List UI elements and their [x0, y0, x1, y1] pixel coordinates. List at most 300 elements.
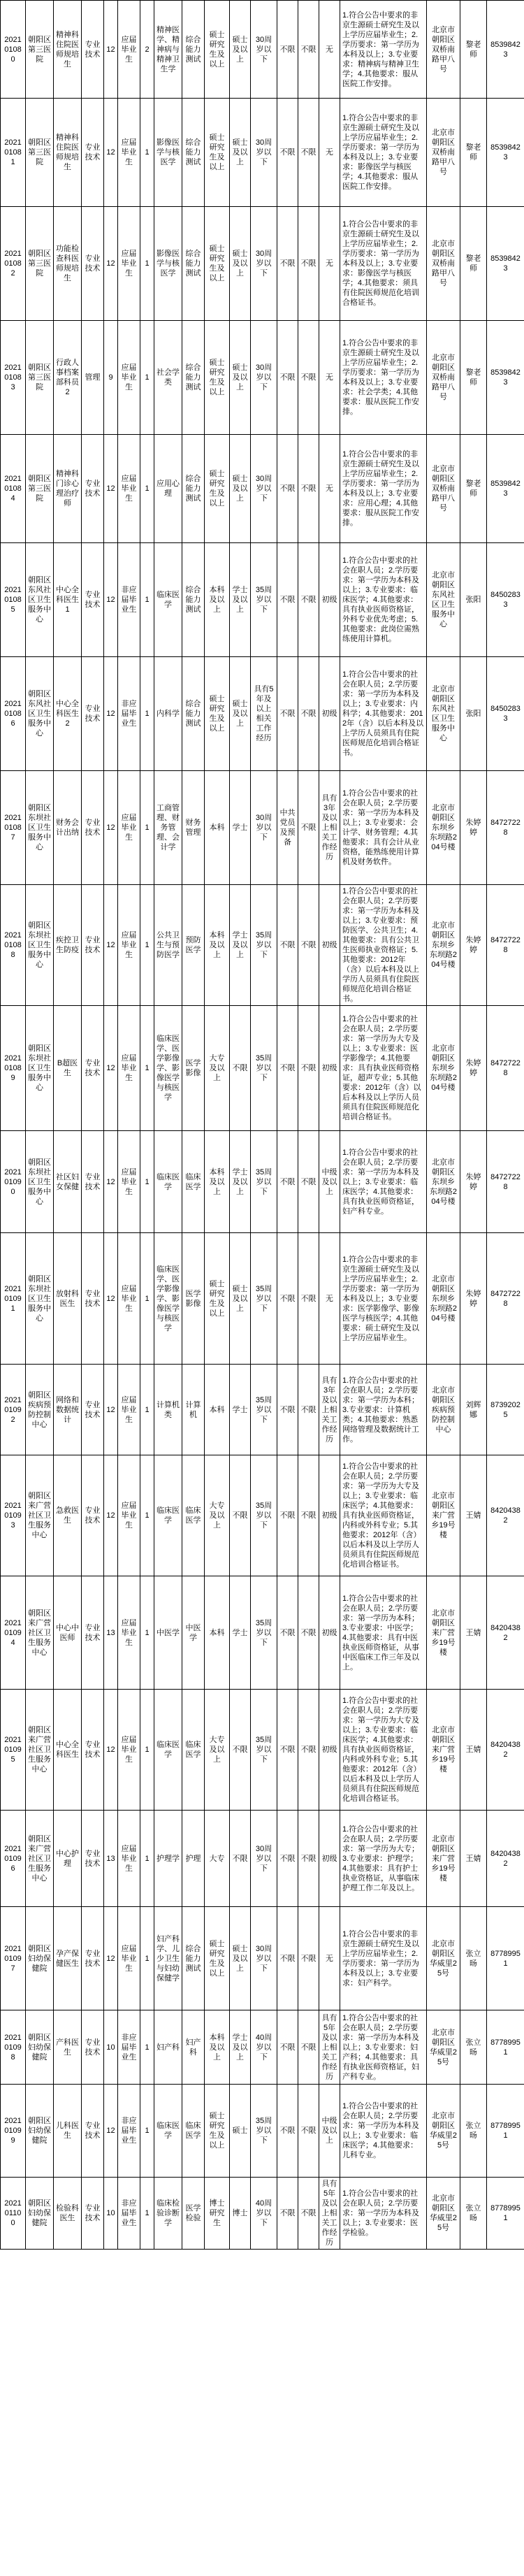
contact-phone-cell: 84727228	[487, 885, 524, 1006]
employer-unit-cell: 朝阳区东坝社区卫生服务中心	[26, 1131, 54, 1233]
contact-phone-cell: 84727228	[487, 771, 524, 885]
contact-phone-cell: 84727228	[487, 1233, 524, 1365]
exam-subject-cell: 临床医学	[182, 1690, 205, 1811]
candidate-source-cell: 非应届毕业生	[118, 657, 140, 771]
candidate-source-cell: 应届毕业生	[118, 1576, 140, 1690]
age-requirement-cell: 40周岁以下	[251, 2010, 277, 2085]
education-requirement-cell: 硕士研究生及以上	[205, 99, 230, 207]
age-requirement-cell: 35周岁以下	[251, 1131, 277, 1233]
age-requirement-cell: 35周岁以下	[251, 885, 277, 1006]
contact-phone-cell: 87392025	[487, 1365, 524, 1455]
exam-subject-cell: 临床医学	[182, 1131, 205, 1233]
position-code-cell: 202101093	[1, 1455, 26, 1576]
contact-person-cell: 王婧	[460, 1576, 487, 1690]
degree-requirement-cell: 硕士及以上	[230, 1907, 251, 2010]
work-address-cell: 北京市朝阳区来广营乡19号楼	[427, 1576, 460, 1690]
age-requirement-cell: 35周岁以下	[251, 543, 277, 657]
political-status-cell: 不限	[277, 1006, 298, 1131]
candidate-source-cell: 应届毕业生	[118, 321, 140, 435]
contact-person-cell: 刘辉娜	[460, 1365, 487, 1455]
exam-subject-cell: 综合能力测试	[182, 321, 205, 435]
table-row	[1, 1576, 524, 1690]
candidate-source-cell: 非应届毕业生	[118, 2085, 140, 2178]
major-requirement-cell: 临床医学	[154, 2085, 182, 2178]
other-requirements-cell: 1.符合公告中要求的社会在职人员；2.学历要求：第一学历为本科及以上；3.专业要求：内科学；4.其他要求：2012年（含）以后本科及以上学历人员须具有住院医师规范化培训合格证书。	[340, 657, 427, 771]
contact-phone-cell: 84727228	[487, 1006, 524, 1131]
age-requirement-cell: 35周岁以下	[251, 1006, 277, 1131]
education-requirement-cell: 硕士研究生及以上	[205, 1, 230, 99]
position-code-cell: 202101096	[1, 1811, 26, 1907]
table-row	[1, 1, 524, 99]
contact-person-cell: 黎老师	[460, 99, 487, 207]
work-address-cell: 北京市朝阳区华威里25号	[427, 2178, 460, 2250]
other-requirements-cell: 1.符合公告中要求的社会在职人员；2.学历要求：第一学历为大专；3.专业要求：护理学；4.其他要求：具有护士执业资格证，从事临床护理工作二年及以上。	[340, 1811, 427, 1907]
table-row	[1, 2085, 524, 2178]
post-category-cell: 专业技术	[82, 435, 104, 543]
employer-unit-cell: 朝阳区来广营社区卫生服务中心	[26, 1455, 54, 1576]
political-status-cell: 不限	[277, 321, 298, 435]
post-category-cell: 专业技术	[82, 1006, 104, 1131]
post-category-cell: 专业技术	[82, 1690, 104, 1811]
post-level-cell: 12	[104, 1907, 118, 2010]
position-code-cell: 202101083	[1, 321, 26, 435]
experience-title-cell: 初级	[319, 543, 340, 657]
age-requirement-cell: 35周岁以下	[251, 1455, 277, 1576]
contact-phone-cell: 84204382	[487, 1455, 524, 1576]
experience-title-cell: 中级及以上	[319, 2085, 340, 2178]
other-requirements-cell: 1.符合公告中要求的社会在职人员；2.学历要求：第一学历为本科及以上；3.专业要求：临床医学；4.其他要求：具有执业医师资格证，外科专业优先考虑；5.其他要求：此岗位需熟练使用计算机。	[340, 543, 427, 657]
candidate-source-cell: 应届毕业生	[118, 1811, 140, 1907]
age-requirement-cell: 30周岁以下	[251, 771, 277, 885]
education-requirement-cell: 本科	[205, 771, 230, 885]
candidate-source-cell: 应届毕业生	[118, 1006, 140, 1131]
table-row	[1, 1455, 524, 1576]
contact-phone-cell: 87789951	[487, 2085, 524, 2178]
experience-title-cell: 无	[319, 99, 340, 207]
education-requirement-cell: 硕士研究生及以上	[205, 2085, 230, 2178]
household-registration-cell: 不限	[298, 2010, 319, 2085]
degree-requirement-cell: 学士	[230, 771, 251, 885]
household-registration-cell: 不限	[298, 1, 319, 99]
education-requirement-cell: 硕士研究生及以上	[205, 657, 230, 771]
post-level-cell: 9	[104, 321, 118, 435]
post-level-cell: 12	[104, 1, 118, 99]
household-registration-cell: 不限	[298, 1131, 319, 1233]
political-status-cell: 不限	[277, 1233, 298, 1365]
exam-subject-cell: 临床医学	[182, 2085, 205, 2178]
education-requirement-cell: 博士研究生	[205, 2178, 230, 2250]
post-category-cell: 专业技术	[82, 2178, 104, 2250]
post-name-cell: 行政人事档案部科员2	[54, 321, 82, 435]
exam-subject-cell: 综合能力测试	[182, 435, 205, 543]
major-requirement-cell: 临床医学	[154, 543, 182, 657]
position-code-cell: 202101084	[1, 435, 26, 543]
post-name-cell: B超医生	[54, 1006, 82, 1131]
position-code-cell: 202101091	[1, 1233, 26, 1365]
age-requirement-cell: 30周岁以下	[251, 321, 277, 435]
exam-subject-cell: 综合能力测试	[182, 543, 205, 657]
employer-unit-cell: 朝阳区妇幼保健院	[26, 1907, 54, 2010]
employer-unit-cell: 朝阳区东坝社区卫生服务中心	[26, 1233, 54, 1365]
post-level-cell: 12	[104, 1006, 118, 1131]
exam-subject-cell: 计算机	[182, 1365, 205, 1455]
contact-phone-cell: 85398423	[487, 99, 524, 207]
other-requirements-cell: 1.符合公告中要求的社会在职人员；2.学历要求：第一学历为大专及以上；3.专业要求：临床医学；4.其他要求：具有执业医师资格证，内科或外科专业；5.其他要求：2012年（含）以后本科及以上学历人员须具有住院医师规范化培训合格证书。	[340, 1690, 427, 1811]
work-address-cell: 北京市朝阳区双桥南路甲八号	[427, 207, 460, 321]
political-status-cell: 不限	[277, 1907, 298, 2010]
table-row	[1, 543, 524, 657]
employer-unit-cell: 朝阳区妇幼保健院	[26, 2178, 54, 2250]
post-name-cell: 儿科医生	[54, 2085, 82, 2178]
post-category-cell: 专业技术	[82, 1131, 104, 1233]
table-row	[1, 321, 524, 435]
work-address-cell: 北京市朝阳区来广营乡19号楼	[427, 1811, 460, 1907]
hiring-count-cell: 1	[140, 2178, 154, 2250]
contact-person-cell: 朱婷婷	[460, 1131, 487, 1233]
major-requirement-cell: 应用心理	[154, 435, 182, 543]
household-registration-cell: 不限	[298, 1006, 319, 1131]
degree-requirement-cell: 硕士及以上	[230, 1, 251, 99]
post-name-cell: 检验科医生	[54, 2178, 82, 2250]
exam-subject-cell: 医学检验	[182, 2178, 205, 2250]
hiring-count-cell: 1	[140, 1131, 154, 1233]
exam-subject-cell: 临床医学	[182, 1455, 205, 1576]
political-status-cell: 不限	[277, 885, 298, 1006]
experience-title-cell: 初级	[319, 1576, 340, 1690]
post-level-cell: 12	[104, 1455, 118, 1576]
contact-phone-cell: 84204382	[487, 1690, 524, 1811]
post-name-cell: 孕产保健医生	[54, 1907, 82, 2010]
other-requirements-cell: 1.符合公告中要求的社会在职人员；2.学历要求：第一学历为本科及以上；3.专业要求：临床医学；4.其他要求：具有执业医师资格证，妇产科专业。	[340, 1131, 427, 1233]
table-row	[1, 1907, 524, 2010]
post-level-cell: 12	[104, 885, 118, 1006]
post-name-cell: 精神科住院医师规培生	[54, 1, 82, 99]
household-registration-cell: 不限	[298, 1455, 319, 1576]
post-category-cell: 专业技术	[82, 207, 104, 321]
post-category-cell: 专业技术	[82, 771, 104, 885]
education-requirement-cell: 本科及以上	[205, 885, 230, 1006]
employer-unit-cell: 朝阳区东坝社区卫生服务中心	[26, 885, 54, 1006]
hiring-count-cell: 1	[140, 435, 154, 543]
household-registration-cell: 不限	[298, 657, 319, 771]
other-requirements-cell: 1.符合公告中要求的非京生源硕士研究生及以上学历应届毕业生；2.学历要求：第一学历为本科及以上；3.专业要求：应用心理；4.其他要求：服从医院工作安排。	[340, 435, 427, 543]
post-name-cell: 中心全科医生	[54, 1690, 82, 1811]
hiring-count-cell: 1	[140, 543, 154, 657]
contact-person-cell: 黎老师	[460, 321, 487, 435]
household-registration-cell: 不限	[298, 99, 319, 207]
contact-person-cell: 朱婷婷	[460, 771, 487, 885]
candidate-source-cell: 应届毕业生	[118, 1365, 140, 1455]
employer-unit-cell: 朝阳区东风社区卫生服务中心	[26, 543, 54, 657]
hiring-count-cell: 1	[140, 1907, 154, 2010]
employer-unit-cell: 朝阳区妇幼保健院	[26, 2010, 54, 2085]
position-code-cell: 202101092	[1, 1365, 26, 1455]
work-address-cell: 北京市朝阳区疾病预防控制中心	[427, 1365, 460, 1455]
other-requirements-cell: 1.符合公告中要求的非京生源硕士研究生及以上学历应届毕业生；2.学历要求：第一学历为本科及以上；3.专业要求：社会学类；4.其他要求：服从医院工作安排。	[340, 321, 427, 435]
household-registration-cell: 不限	[298, 543, 319, 657]
position-code-cell: 202101099	[1, 2085, 26, 2178]
contact-phone-cell: 87789951	[487, 2178, 524, 2250]
post-category-cell: 专业技术	[82, 1, 104, 99]
post-level-cell: 10	[104, 2010, 118, 2085]
major-requirement-cell: 社会学类	[154, 321, 182, 435]
contact-person-cell: 王婧	[460, 1455, 487, 1576]
employer-unit-cell: 朝阳区第三医院	[26, 321, 54, 435]
table-row	[1, 657, 524, 771]
education-requirement-cell: 大专	[205, 1811, 230, 1907]
experience-title-cell: 初级	[319, 657, 340, 771]
contact-phone-cell: 84502833	[487, 657, 524, 771]
major-requirement-cell: 精神医学、精神病与精神卫生学	[154, 1, 182, 99]
post-name-cell: 财务会计出纳	[54, 771, 82, 885]
exam-subject-cell: 综合能力测试	[182, 1, 205, 99]
employer-unit-cell: 朝阳区第三医院	[26, 207, 54, 321]
education-requirement-cell: 本科	[205, 1365, 230, 1455]
other-requirements-cell: 1.符合公告中要求的社会在职人员；2.学历要求：第一学历为大专及以上；3.专业要求：临床医学；4.其他要求：具有执业医师资格证，内科或外科专业；5.其他要求：2012年（含）以后本科及以上学历人员须具有住院医师规范化培训合格证书。	[340, 1455, 427, 1576]
education-requirement-cell: 硕士研究生及以上	[205, 435, 230, 543]
major-requirement-cell: 临床医学	[154, 1690, 182, 1811]
post-category-cell: 专业技术	[82, 657, 104, 771]
position-code-cell: 202101090	[1, 1131, 26, 1233]
major-requirement-cell: 临床医学、医学影像学、影像医学与核医学	[154, 1006, 182, 1131]
work-address-cell: 北京市朝阳区华威里25号	[427, 2010, 460, 2085]
household-registration-cell: 不限	[298, 1365, 319, 1455]
post-category-cell: 专业技术	[82, 1907, 104, 2010]
table-row	[1, 1006, 524, 1131]
contact-phone-cell: 84204382	[487, 1576, 524, 1690]
other-requirements-cell: 1.符合公告中要求的社会在职人员；2.学历要求：第一学历为本科及以上；3.专业要求：预防医学、公共卫生；4.其他要求：具有公共卫生医师执业资格证；5.其他要求：2012年（含）以后本科及以上学历人员须具有住院医师规范化培训合格证书。	[340, 885, 427, 1006]
contact-phone-cell: 85398423	[487, 321, 524, 435]
education-requirement-cell: 本科及以上	[205, 2010, 230, 2085]
household-registration-cell: 不限	[298, 435, 319, 543]
degree-requirement-cell: 学士及以上	[230, 2010, 251, 2085]
degree-requirement-cell: 硕士及以上	[230, 99, 251, 207]
employer-unit-cell: 朝阳区第三医院	[26, 435, 54, 543]
post-name-cell: 功能检查科医师规培生	[54, 207, 82, 321]
work-address-cell: 北京市朝阳区双桥南路甲八号	[427, 1, 460, 99]
degree-requirement-cell: 学士及以上	[230, 885, 251, 1006]
major-requirement-cell: 护理学	[154, 1811, 182, 1907]
table-row	[1, 207, 524, 321]
contact-phone-cell: 84502833	[487, 543, 524, 657]
post-level-cell: 12	[104, 1365, 118, 1455]
political-status-cell: 不限	[277, 657, 298, 771]
education-requirement-cell: 本科及以上	[205, 1131, 230, 1233]
political-status-cell: 不限	[277, 207, 298, 321]
other-requirements-cell: 1.符合公告中要求的社会在职人员；2.学历要求：第一学历为本科；3.专业要求：计算机类；4.其他要求：熟悉网络管理及数据统计工作。	[340, 1365, 427, 1455]
exam-subject-cell: 妇产科	[182, 2010, 205, 2085]
post-category-cell: 专业技术	[82, 99, 104, 207]
work-address-cell: 北京市朝阳区来广营乡19号楼	[427, 1455, 460, 1576]
other-requirements-cell: 1.符合公告中要求的社会在职人员；2.学历要求：第一学历为本科及以上；3.专业要求：医学检验。	[340, 2178, 427, 2250]
education-requirement-cell: 大专及以上	[205, 1690, 230, 1811]
post-name-cell: 网络和数据统计	[54, 1365, 82, 1455]
employer-unit-cell: 朝阳区来广营社区卫生服务中心	[26, 1576, 54, 1690]
table-row	[1, 1365, 524, 1455]
political-status-cell: 不限	[277, 1811, 298, 1907]
employer-unit-cell: 朝阳区妇幼保健院	[26, 2085, 54, 2178]
candidate-source-cell: 应届毕业生	[118, 885, 140, 1006]
hiring-count-cell: 1	[140, 657, 154, 771]
post-level-cell: 13	[104, 1811, 118, 1907]
hiring-count-cell: 1	[140, 1233, 154, 1365]
exam-subject-cell: 综合能力测试	[182, 1907, 205, 2010]
table-row	[1, 1811, 524, 1907]
other-requirements-cell: 1.符合公告中要求的社会在职人员；2.学历要求：第一学历为本科及以上；3.专业要求：会计学、财务管理；4.其他要求：具有会计从业资格，能熟练使用计算机及财务软件。	[340, 771, 427, 885]
other-requirements-cell: 1.符合公告中要求的非京生源硕士研究生及以上学历应届毕业生；2.学历要求：第一学历为本科及以上；3.专业要求：精神病与精神卫生学；4.其他要求：服从医院工作安排。	[340, 1, 427, 99]
hiring-count-cell: 1	[140, 2085, 154, 2178]
post-category-cell: 专业技术	[82, 1455, 104, 1576]
position-code-cell: 202101098	[1, 2010, 26, 2085]
employer-unit-cell: 朝阳区第三医院	[26, 99, 54, 207]
contact-phone-cell: 85398423	[487, 1, 524, 99]
post-level-cell: 12	[104, 1233, 118, 1365]
position-code-cell: 202101087	[1, 771, 26, 885]
position-code-cell: 202101088	[1, 885, 26, 1006]
position-code-cell: 202101089	[1, 1006, 26, 1131]
experience-title-cell: 无	[319, 1, 340, 99]
post-level-cell: 12	[104, 2085, 118, 2178]
contact-person-cell: 王婧	[460, 1811, 487, 1907]
hiring-count-cell: 1	[140, 99, 154, 207]
post-name-cell: 社区妇女保健	[54, 1131, 82, 1233]
work-address-cell: 北京市朝阳区华威里25号	[427, 1907, 460, 2010]
table-row	[1, 885, 524, 1006]
major-requirement-cell: 妇产科学、儿少卫生与妇幼保健学	[154, 1907, 182, 2010]
degree-requirement-cell: 不限	[230, 1455, 251, 1576]
exam-subject-cell: 医学影像	[182, 1233, 205, 1365]
political-status-cell: 不限	[277, 1576, 298, 1690]
age-requirement-cell: 35周岁以下	[251, 1576, 277, 1690]
candidate-source-cell: 应届毕业生	[118, 1455, 140, 1576]
experience-title-cell: 初级	[319, 885, 340, 1006]
political-status-cell: 不限	[277, 2010, 298, 2085]
work-address-cell: 北京市朝阳区东坝乡东坝路204号楼	[427, 1233, 460, 1365]
hiring-count-cell: 1	[140, 207, 154, 321]
experience-title-cell: 初级	[319, 1811, 340, 1907]
post-level-cell: 12	[104, 543, 118, 657]
contact-phone-cell: 85398423	[487, 435, 524, 543]
post-level-cell: 12	[104, 435, 118, 543]
employer-unit-cell: 朝阳区第三医院	[26, 1, 54, 99]
age-requirement-cell: 30周岁以下	[251, 99, 277, 207]
post-name-cell: 中心护理	[54, 1811, 82, 1907]
major-requirement-cell: 妇产科	[154, 2010, 182, 2085]
post-name-cell: 精神科住院医师规培生	[54, 99, 82, 207]
exam-subject-cell: 护理	[182, 1811, 205, 1907]
political-status-cell: 不限	[277, 1, 298, 99]
major-requirement-cell: 临床医学	[154, 1455, 182, 1576]
household-registration-cell: 不限	[298, 885, 319, 1006]
table-row	[1, 1131, 524, 1233]
post-name-cell: 中心全科医生1	[54, 543, 82, 657]
other-requirements-cell: 1.符合公告中要求的社会在职人员；2.学历要求：第一学历为本科及以上；3.专业要求：临床医学；4.其他要求：儿科专业。	[340, 2085, 427, 2178]
candidate-source-cell: 非应届毕业生	[118, 543, 140, 657]
contact-person-cell: 黎老师	[460, 207, 487, 321]
other-requirements-cell: 1.符合公告中要求的社会在职人员；2.学历要求：第一学历为本科及以上；3.专业要求：妇产科；4.其他要求：具有执业医师资格证，妇产科专业。	[340, 2010, 427, 2085]
major-requirement-cell: 影像医学与核医学	[154, 207, 182, 321]
degree-requirement-cell: 硕士及以上	[230, 435, 251, 543]
position-code-cell: 202101100	[1, 2178, 26, 2250]
contact-person-cell: 朱婷婷	[460, 885, 487, 1006]
education-requirement-cell: 硕士研究生及以上	[205, 1907, 230, 2010]
household-registration-cell: 不限	[298, 1576, 319, 1690]
other-requirements-cell: 1.符合公告中要求的非京生源硕士研究生及以上学历应届毕业生；2.学历要求：第一学历为本科及以上；3.专业要求：影像医学与核医学；4.其他要求：须具有住院医师规范化培训合格证书。	[340, 207, 427, 321]
candidate-source-cell: 应届毕业生	[118, 1907, 140, 2010]
exam-subject-cell: 综合能力测试	[182, 99, 205, 207]
age-requirement-cell: 30周岁以下	[251, 1811, 277, 1907]
post-category-cell: 专业技术	[82, 885, 104, 1006]
candidate-source-cell: 应届毕业生	[118, 771, 140, 885]
exam-subject-cell: 中医学	[182, 1576, 205, 1690]
contact-phone-cell: 85398423	[487, 207, 524, 321]
work-address-cell: 北京市朝阳区东风社区卫生服务中心	[427, 657, 460, 771]
major-requirement-cell: 临床医学	[154, 1131, 182, 1233]
table-row	[1, 771, 524, 885]
contact-person-cell: 张立旸	[460, 1907, 487, 2010]
post-level-cell: 12	[104, 99, 118, 207]
household-registration-cell: 不限	[298, 1233, 319, 1365]
experience-title-cell: 初级	[319, 1455, 340, 1576]
post-category-cell: 专业技术	[82, 1365, 104, 1455]
position-code-cell: 202101080	[1, 1, 26, 99]
work-address-cell: 北京市朝阳区东坝乡东坝路204号楼	[427, 1131, 460, 1233]
contact-person-cell: 朱婷婷	[460, 1006, 487, 1131]
degree-requirement-cell: 博士	[230, 2178, 251, 2250]
degree-requirement-cell: 硕士及以上	[230, 657, 251, 771]
post-level-cell: 12	[104, 657, 118, 771]
major-requirement-cell: 临床检验诊断学	[154, 2178, 182, 2250]
age-requirement-cell: 35周岁以下	[251, 1690, 277, 1811]
table-row	[1, 1233, 524, 1365]
hiring-count-cell: 1	[140, 1455, 154, 1576]
post-level-cell: 12	[104, 1131, 118, 1233]
position-code-cell: 202101085	[1, 543, 26, 657]
experience-title-cell: 中级及以上	[319, 1131, 340, 1233]
experience-title-cell: 无	[319, 1907, 340, 2010]
post-name-cell: 中心全科医生2	[54, 657, 82, 771]
work-address-cell: 北京市朝阳区双桥南路甲八号	[427, 435, 460, 543]
contact-person-cell: 朱婷婷	[460, 1233, 487, 1365]
post-name-cell: 精神科门诊心理治疗师	[54, 435, 82, 543]
age-requirement-cell: 40周岁以下	[251, 2178, 277, 2250]
degree-requirement-cell: 学士及以上	[230, 1131, 251, 1233]
education-requirement-cell: 硕士研究生及以上	[205, 321, 230, 435]
experience-title-cell: 无	[319, 207, 340, 321]
political-status-cell: 不限	[277, 2085, 298, 2178]
table-row	[1, 1690, 524, 1811]
experience-title-cell: 无	[319, 321, 340, 435]
post-category-cell: 管理	[82, 321, 104, 435]
experience-title-cell: 无	[319, 1233, 340, 1365]
work-address-cell: 北京市朝阳区双桥南路甲八号	[427, 99, 460, 207]
education-requirement-cell: 大专及以上	[205, 1006, 230, 1131]
political-status-cell: 不限	[277, 543, 298, 657]
political-status-cell: 不限	[277, 1455, 298, 1576]
employer-unit-cell: 朝阳区来广营社区卫生服务中心	[26, 1811, 54, 1907]
political-status-cell: 中共党员及预备	[277, 771, 298, 885]
other-requirements-cell: 1.符合公告中要求的社会在职人员；2.学历要求：第一学历为大专及以上；3.专业要求：医学影像学；4.其他要求：具有执业医师资格证，超声专业；5.其他要求：2012年（含）以后本科及以上学历人员须具有住院医师规范化培训合格证书。	[340, 1006, 427, 1131]
political-status-cell: 不限	[277, 2178, 298, 2250]
employer-unit-cell: 朝阳区东坝社区卫生服务中心	[26, 771, 54, 885]
hiring-count-cell: 1	[140, 2010, 154, 2085]
post-name-cell: 疾控卫生防疫	[54, 885, 82, 1006]
household-registration-cell: 不限	[298, 771, 319, 885]
household-registration-cell: 不限	[298, 2178, 319, 2250]
employer-unit-cell: 朝阳区疾病预防控制中心	[26, 1365, 54, 1455]
contact-phone-cell: 84204382	[487, 1811, 524, 1907]
degree-requirement-cell: 学士	[230, 1365, 251, 1455]
